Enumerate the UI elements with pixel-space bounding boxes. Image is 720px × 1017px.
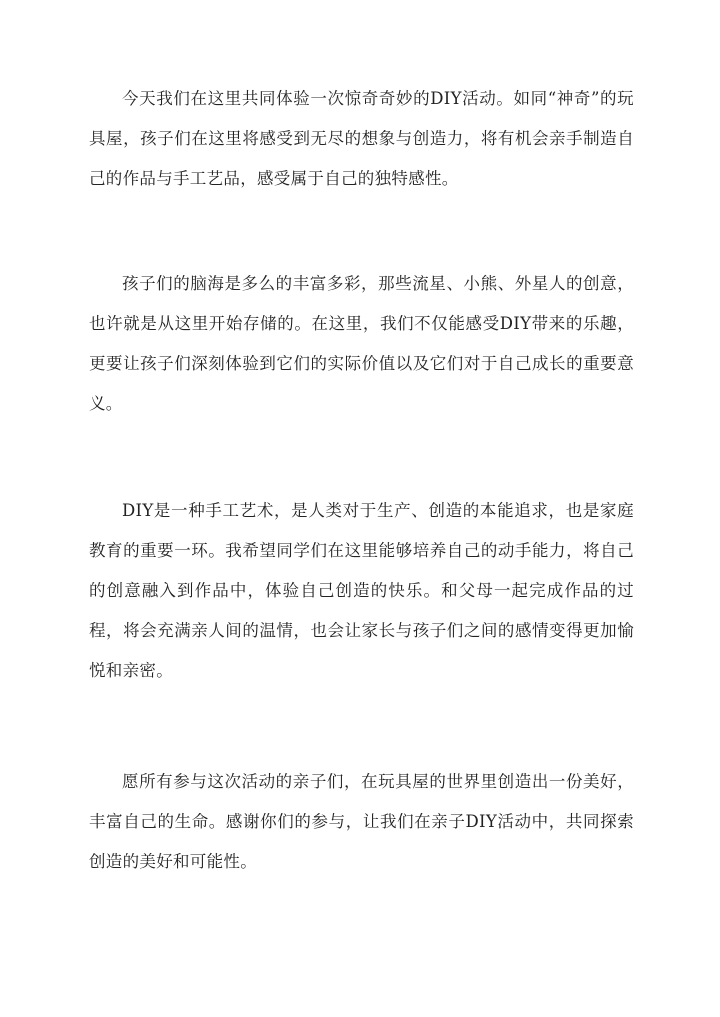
paragraph-1: 今天我们在这里共同体验一次惊奇奇妙的DIY活动。如同“神奇”的玩具屋，孩子们在这里将感受到无尽的想象与创造力，将有机会亲手制造自己的作品与手工艺品，感受属于自己的独特感性。 [89, 89, 634, 188]
paragraph-2: 孩子们的脑海是多么的丰富多彩，那些流星、小熊、外星人的创意，也许就是从这里开始存储的。在这里，我们不仅能感受DIY带来的乐趣，更要让孩子们深刻体验到它们的实际价值以及它们对于自己成长的重要意义。 [89, 274, 634, 413]
paragraph-3: DIY是一种手工艺术，是人类对于生产、创造的本能追求，也是家庭教育的重要一环。我希望同学们在这里能够培养自己的动手能力，将自己的创意融入到作品中，体验自己创造的快乐。和父母一起完成作品的过程，将会充满亲人间的温情，也会让家长与孩子们之间的感情变得更加愉悦和亲密。 [89, 501, 634, 680]
paragraph-4: 愿所有参与这次活动的亲子们，在玩具屋的世界里创造出一份美好，丰富自己的生命。感谢你们的参与，让我们在亲子DIY活动中，共同探索创造的美好和可能性。 [89, 772, 634, 871]
